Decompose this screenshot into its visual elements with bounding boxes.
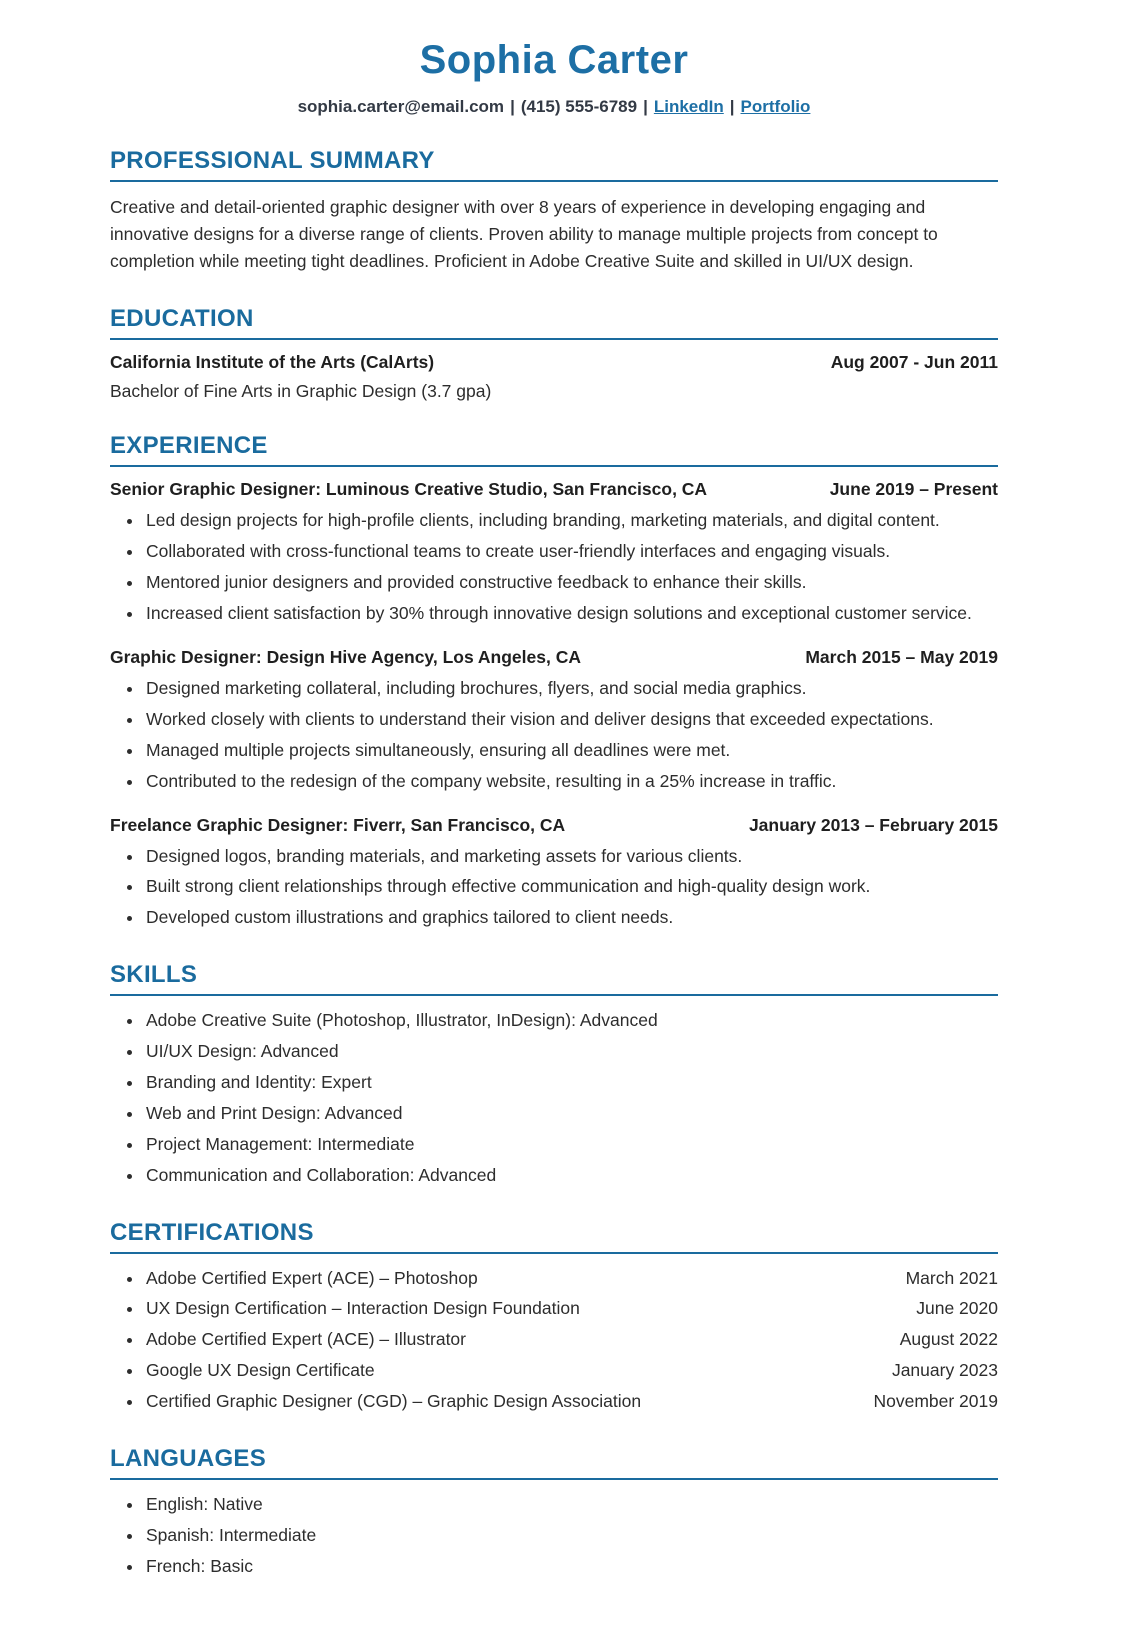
skill-item: • Branding and Identity: Expert	[144, 1070, 998, 1096]
job-bullet: • Mentored junior designers and provided constructive feedback to enhance their skills.	[144, 570, 998, 596]
job-role: Graphic Designer: Design Hive Agency, Los Angeles, CA	[110, 646, 581, 667]
section-languages	[110, 1445, 998, 1580]
job-bullet-list	[110, 508, 998, 627]
candidate-name: Sophia Carter	[419, 38, 689, 82]
job-dates: January 2013 – February 2015	[748, 814, 998, 835]
section-title: SKILLS	[110, 961, 998, 996]
certifications-list	[110, 1266, 998, 1415]
language-item: • English: Native	[144, 1492, 998, 1518]
job-bullet: • Collaborated with cross-functional teams to create user-friendly interfaces and engaging visuals.	[144, 539, 998, 565]
summary-text: Creative and detail-oriented graphic designer with over 8 years of experience in developing engaging and innovative designs for a diverse range of clients. Proven ability to manage multiple projects from concept to completion while meeting tight deadlines. Proficient in Adobe Creative Suite and skilled in UI/UX design.	[110, 197, 938, 272]
certification-item	[144, 1327, 998, 1353]
skills-list	[110, 1008, 998, 1188]
linkedin-link[interactable]: LinkedIn	[653, 97, 724, 116]
job-role: Freelance Graphic Designer: Fiverr, San Francisco, CA	[110, 814, 566, 835]
certification-name: • Adobe Certified Expert (ACE) – Illustrator	[146, 1329, 466, 1350]
section-title: EDUCATION	[110, 305, 998, 340]
job-bullet: • Managed multiple projects simultaneously, ensuring all deadlines were met.	[144, 738, 998, 764]
section-title: PROFESSIONAL SUMMARY	[110, 147, 998, 182]
resume-header	[110, 38, 998, 117]
skill-item: • Project Management: Intermediate	[144, 1132, 998, 1158]
job-dates: March 2015 – May 2019	[805, 646, 998, 667]
section-certifications	[110, 1219, 998, 1415]
section-skills	[110, 961, 998, 1188]
certification-item	[144, 1296, 998, 1322]
contact-line	[110, 97, 998, 117]
email-text: sophia.carter@email.com	[297, 97, 505, 116]
job-bullet: • Led design projects for high-profile clients, including branding, marketing materials, and digital content.	[144, 508, 998, 534]
job-dates: June 2019 – Present	[829, 479, 998, 500]
skill-item: • UI/UX Design: Advanced	[144, 1039, 998, 1065]
job-entry	[110, 815, 998, 932]
job-bullet: • Increased client satisfaction by 30% through innovative design solutions and exceptional customer service.	[144, 601, 998, 627]
education-dates: Aug 2007 - Jun 2011	[830, 352, 998, 373]
phone-text: (415) 555-6789	[520, 97, 638, 116]
certification-date: August 2022	[899, 1329, 998, 1350]
skill-item: • Adobe Creative Suite (Photoshop, Illustrator, InDesign): Advanced	[144, 1008, 998, 1034]
section-experience	[110, 432, 998, 931]
job-bullet: • Worked closely with clients to understand their vision and deliver designs that exceeded expectations.	[144, 707, 998, 733]
job-bullet: • Built strong client relationships through effective communication and high-quality design work.	[144, 874, 998, 900]
section-professional-summary	[110, 147, 998, 275]
skill-item: • Web and Print Design: Advanced	[144, 1101, 998, 1127]
certification-name: • Google UX Design Certificate	[146, 1360, 375, 1381]
job-role: Senior Graphic Designer: Luminous Creative Studio, San Francisco, CA	[110, 479, 708, 500]
job-bullet-list	[110, 676, 998, 795]
job-entry	[110, 479, 998, 627]
contact-separator: |	[729, 97, 735, 116]
certification-item	[144, 1358, 998, 1384]
section-title: LANGUAGES	[110, 1445, 998, 1480]
certification-date: November 2019	[873, 1391, 998, 1412]
job-header	[110, 815, 998, 836]
contact-separator: |	[643, 97, 648, 116]
languages-list	[110, 1492, 998, 1580]
job-header	[110, 479, 998, 500]
school-name: California Institute of the Arts (CalArts)	[110, 352, 435, 373]
certification-name: • Adobe Certified Expert (ACE) – Photoshop	[146, 1267, 478, 1288]
degree-text: Bachelor of Fine Arts in Graphic Design (3.7 gpa)	[110, 381, 492, 402]
certification-item	[144, 1266, 998, 1292]
education-entry-header	[110, 352, 998, 373]
certification-name: • UX Design Certification – Interaction Design Foundation	[146, 1298, 580, 1319]
job-bullet: • Contributed to the redesign of the company website, resulting in a 25% increase in traffic.	[144, 769, 998, 795]
certification-item	[144, 1389, 998, 1415]
job-bullet: • Developed custom illustrations and graphics tailored to client needs.	[144, 905, 998, 931]
section-education	[110, 305, 998, 402]
contact-separator: |	[510, 97, 515, 116]
job-entry	[110, 647, 998, 795]
certification-date: January 2023	[891, 1360, 998, 1381]
section-title: EXPERIENCE	[110, 432, 998, 467]
portfolio-link[interactable]: Portfolio	[740, 97, 811, 116]
job-bullet: • Designed marketing collateral, including brochures, flyers, and social media graphics.	[144, 676, 998, 702]
certification-date: June 2020	[916, 1298, 998, 1319]
job-header	[110, 647, 998, 668]
language-item: • French: Basic	[144, 1554, 998, 1580]
skill-item: • Communication and Collaboration: Advanced	[144, 1163, 998, 1189]
certification-date: March 2021	[905, 1267, 998, 1288]
section-title: CERTIFICATIONS	[110, 1219, 998, 1254]
job-bullet-list	[110, 844, 998, 932]
certification-name: • Certified Graphic Designer (CGD) – Graphic Design Association	[146, 1391, 642, 1412]
job-bullet: • Designed logos, branding materials, and marketing assets for various clients.	[144, 844, 998, 870]
language-item: • Spanish: Intermediate	[144, 1523, 998, 1549]
